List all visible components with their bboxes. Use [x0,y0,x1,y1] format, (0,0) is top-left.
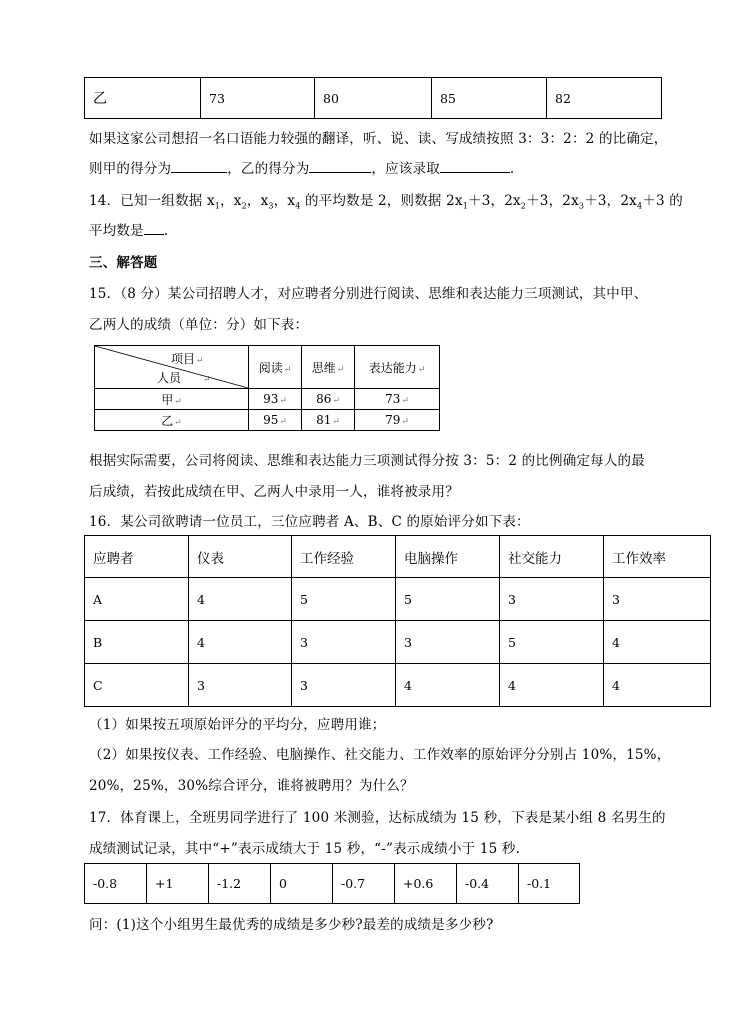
subscript: 4 [295,201,301,211]
score-table-continued [84,77,662,119]
table-cell: 4 [500,664,604,707]
subscript: 3 [268,201,274,211]
table-cell: 4 [396,664,500,707]
column-header: 应聘者 [85,536,189,578]
q16-sub2-line1: （2）如果按仪表、工作经验、电脑操作、社交能力、工作效率的原始评分分别占 10%，15%， [89,747,671,763]
table-cell: 5 [500,621,604,664]
q17-text-line1: 17．体育课上，全班男同学进行了 100 米测验，达标成绩为 15 秒，下表是某小组 8 名男生的 [89,810,666,826]
table-cell: 73 [201,78,315,119]
q13-text: 则甲的得分为 [89,161,172,177]
answer-blank [440,159,510,173]
table-cell: -0.1 [519,864,580,904]
q17-record-table [84,863,580,904]
corner-label-top: 项目↵ [171,352,204,366]
table-cell: +1 [147,864,209,904]
table-cell: -1.2 [209,864,271,904]
table-cell: -0.4 [457,864,519,904]
table-cell: 81↵ [302,410,355,431]
q14-text: . [163,223,169,239]
table-cell: -0.8 [85,864,147,904]
q13-text-line2 [89,157,514,177]
table-row [85,664,711,707]
subscript: 1 [214,201,221,211]
subscript: 2 [520,201,527,211]
q14-text: 14．已知一组数据 x [89,193,215,209]
table-cell: 3 [292,621,396,664]
column-header: 仪表 [189,536,292,578]
table-row [85,78,662,119]
row-name: 乙↵ [95,410,249,431]
table-cell: 4 [604,664,711,707]
q14-text: ，x [220,193,242,209]
q16-rating-table [84,535,711,707]
table-row [85,621,711,664]
table-cell: 3 [189,664,292,707]
q14-text-line1 [89,189,683,211]
q15-text-line3: 根据实际需要，公司将阅读、思维和表达能力三项测试得分按 3：5：2 的比例确定每人的最 [89,453,645,469]
table-row [95,389,440,410]
q16-sub2-line2: 20%，25%，30%综合评分，谁将被聘用？为什么？ [89,778,414,794]
table-row [95,410,440,431]
answer-blank [171,159,227,173]
table-cell: +0.6 [395,864,457,904]
table-cell: 5 [396,578,500,621]
q14-text: ＋3，2x [468,193,521,209]
q15-text-line1: 15．（8 分）某公司招聘人才，对应聘者分别进行阅读、思维和表达能力三项测试，其中甲、 [89,286,648,302]
table-cell: 0 [271,864,333,904]
q14-text: ＋3，2x [584,193,637,209]
section-heading: 三、解答题 [89,255,158,271]
q14-text: ＋3 的 [642,193,683,209]
q15-text-line2: 乙两人的成绩（单位：分）如下表： [89,317,309,333]
table-cell: 4 [604,621,711,664]
q17-question: 问：(1)这个小组男生最优秀的成绩是多少秒?最差的成绩是多少秒? [89,917,494,933]
q14-text: 平均数是 [89,223,144,239]
corner-label-bottom: 人员 ↵ [157,371,211,385]
q16-sub1: （1）如果按五项原始评分的平均分，应聘用谁； [89,717,386,733]
table-cell: B [85,621,189,664]
table-cell: 85 [432,78,547,119]
diagonal-line [94,345,249,389]
q16-text-line1: 16．某公司欲聘请一位员工，三位应聘者 A、B、C 的原始评分如下表： [89,514,530,530]
table-cell: 4 [189,578,292,621]
column-header: 电脑操作 [396,536,500,578]
table-header-row [85,536,711,578]
table-cell: 73↵ [355,389,440,410]
table-row [85,578,711,621]
q13-text: ，应该录取 [371,161,440,177]
column-header: 社交能力 [500,536,604,578]
q13-text-line1: 如果这家公司想招一名口语能力较强的翻译，听、说、读、写成绩按照 3：3：2：2 的比确定， [89,131,668,147]
subscript: 2 [241,201,247,211]
table-cell: 3 [500,578,604,621]
table-cell: 5 [292,578,396,621]
q13-text: . [509,161,515,177]
table-cell: 93↵ [249,389,302,410]
table-cell: A [85,578,189,621]
subscript: 3 [578,201,585,211]
table-cell: 82 [547,78,662,119]
q14-text: ，x [246,193,269,209]
column-header: 思维↵ [302,346,355,389]
table-cell: 乙 [85,78,201,119]
answer-blank [309,159,371,173]
table-row [85,864,580,904]
q17-text-line2: 成绩测试记录，其中“+”表示成绩大于 15 秒，“-”表示成绩小于 15 秒. [89,841,521,857]
q15-text-line4: 后成绩，若按此成绩在甲、乙两人中录用一人，谁将被录用？ [89,484,459,500]
q14-text: ，x [273,193,296,209]
column-header: 工作经验 [292,536,396,578]
q14-text: ＋3，2x [526,193,579,209]
q13-text: ，乙的得分为 [227,161,310,177]
table-cell: 95↵ [249,410,302,431]
column-header: 表达能力↵ [355,346,440,389]
column-header: 工作效率 [604,536,711,578]
table-cell: 79↵ [355,410,440,431]
column-header: 阅读↵ [249,346,302,389]
table-cell: 86↵ [302,389,355,410]
table-cell: 3 [604,578,711,621]
table-cell: -0.7 [333,864,395,904]
table-cell: C [85,664,189,707]
table-cell: 3 [292,664,396,707]
q14-text: 的平均数是 2，则数据 2x [300,193,463,209]
subscript: 1 [462,201,468,211]
subscript: 4 [636,201,643,211]
table-cell: 4 [189,621,292,664]
table-cell: 80 [315,78,432,119]
table-cell: 3 [396,621,500,664]
q14-text-line2 [89,219,168,239]
answer-blank [144,221,164,235]
row-name: 甲↵ [95,389,249,410]
